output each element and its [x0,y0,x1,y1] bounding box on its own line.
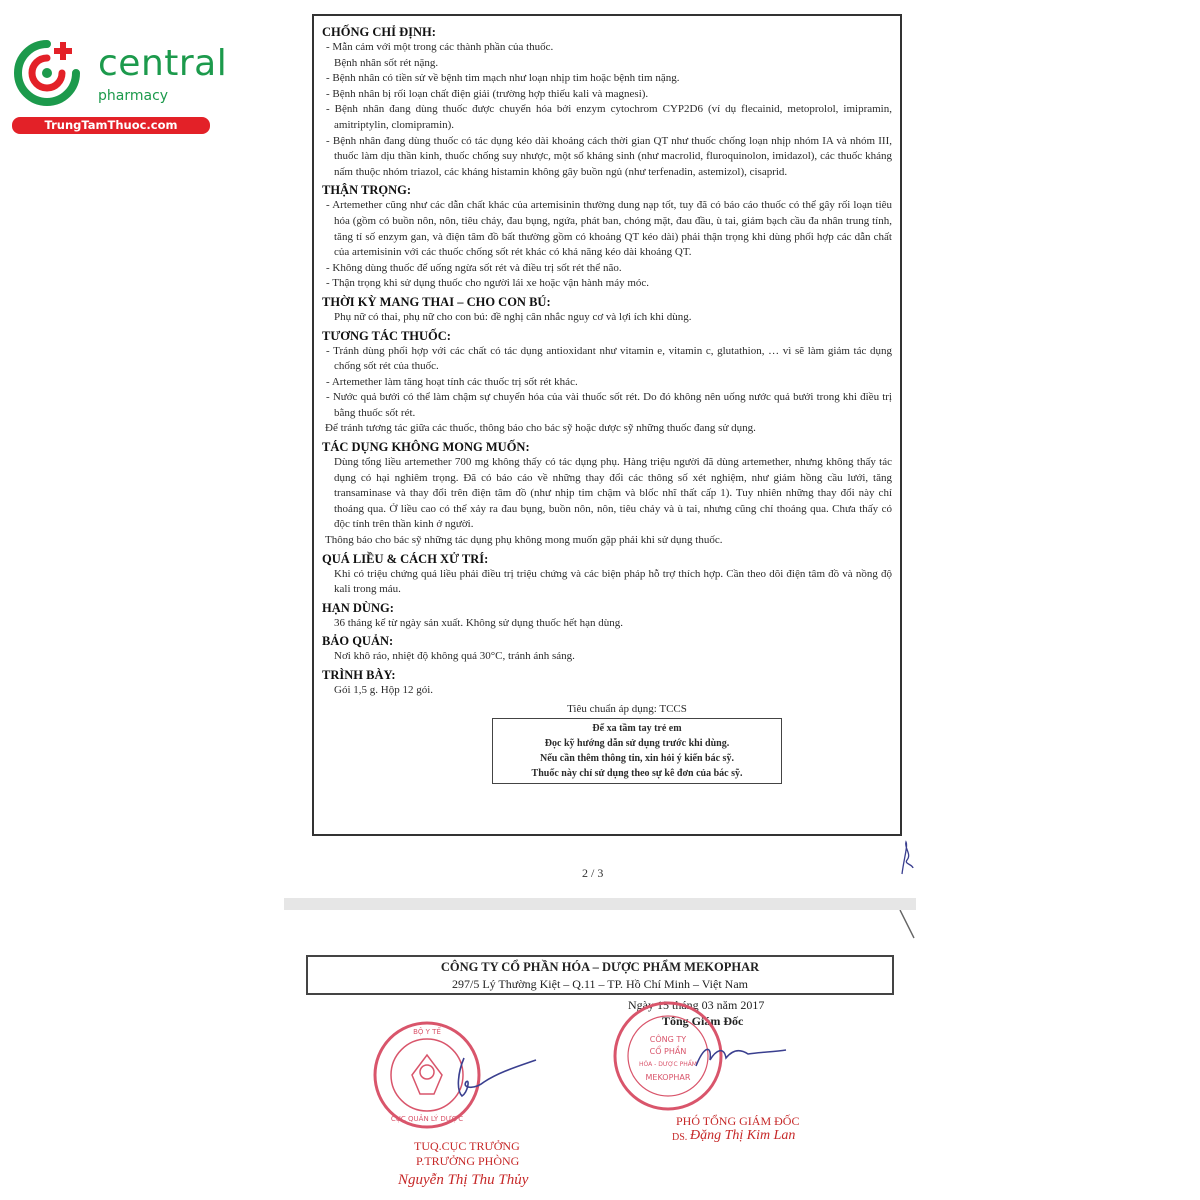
warning-line: Nếu cần thêm thông tin, xin hỏi ý kiến bác sỹ. [540,753,734,765]
section-title: TRÌNH BÀY: [322,668,396,682]
warning-line: Để xa tầm tay trẻ em [592,723,682,735]
section-expiry [322,601,892,632]
section-title: THỜI KỲ MANG THAI – CHO CON BÚ: [322,294,551,309]
company-name: CÔNG TY CỔ PHẦN HÓA – DƯỢC PHẨM MEKOPHAR [440,960,760,974]
applied-standard: Tiêu chuẩn áp dụng: TCCS [567,702,687,715]
section-pregnancy [322,295,892,326]
margin-initial-icon [898,838,918,878]
section-overdose [322,552,892,598]
section-title: TÁC DỤNG KHÔNG MONG MUỐN: [322,440,530,455]
warning-box [492,718,782,784]
list-item: - Nước quả bưởi có thể làm chậm sự chuyển hóa của vài thuốc sốt rét. Do đó không nên uống nước quả bưởi trong khi điều trị bằng thuốc sốt rét. [322,390,892,421]
list-item: - Artemether làm tăng hoạt tính các thuốc trị sốt rét khác. [322,375,892,391]
section-storage [322,634,892,665]
list-item: - Thận trọng khi sử dụng thuốc cho người lái xe hoặc vận hành máy móc. [322,276,892,292]
left-signer-title-1: TUQ.CỤC TRƯỞNG [414,1139,520,1153]
section-presentation [322,668,892,699]
list-item: - Bệnh nhân đang dùng thuốc được chuyển hóa bởi enzym cytochrom CYP2D6 (ví dụ flecainid, metoprolol, imipramin, amitriptylin, clomipramin). [322,102,892,133]
section-text: 36 tháng kể từ ngày sản xuất. Không sử dụng thuốc hết hạn dùng. [334,616,624,629]
right-signer-name: Đặng Thị Kim Lan [690,1128,796,1143]
company-address: 297/5 Lý Thường Kiệt – Q.11 – TP. Hồ Chí Minh – Việt Nam [451,977,749,991]
section-title: HẠN DÙNG: [322,600,394,615]
svg-text:CÔNG TY: CÔNG TY [649,1035,687,1044]
list-item: - Bệnh nhân bị rối loạn chất điện giải (trường hợp thiếu kali và magnesi). [322,87,892,103]
list-item: - Mẫn cảm với một trong các thành phần của thuốc. [322,40,892,56]
svg-text:CỤC QUẢN LÝ DƯỢC: CỤC QUẢN LÝ DƯỢC [390,1115,464,1123]
section-interactions [322,329,892,438]
list-item: - Bệnh nhân có tiền sử về bệnh tim mạch như loạn nhịp tim hoặc bệnh tim nặng. [322,71,892,87]
right-signer-prefix: DS. [672,1132,688,1143]
section-title: TƯƠNG TÁC THUỐC: [322,328,451,343]
warning-line: Thuốc này chỉ sử dụng theo sự kê đơn của bác sỹ. [531,768,743,780]
page-edge-mark-icon [898,908,918,942]
left-signer-title-2: P.TRƯỞNG PHÒNG [416,1154,520,1168]
page-number: 2 / 3 [582,866,604,880]
section-text: Gói 1,5 g. Hộp 12 gói. [334,684,433,696]
section-title: QUÁ LIỀU & CÁCH XỬ TRÍ: [322,551,489,566]
leaflet-page [312,14,902,836]
director-title: Tổng Giám Đốc [662,1014,744,1028]
brand-subtitle: pharmacy [98,88,169,104]
brand-name: central [98,43,228,84]
section-text: Phụ nữ có thai, phụ nữ cho con bú: đề nghị cân nhắc nguy cơ và lợi ích khi dùng. [334,310,692,323]
list-item: - Tránh dùng phối hợp với các chất có tác dụng antioxidant như vitamin e, vitamin c, glutathion, … vì sẽ làm giảm tác dụng chống sốt rét của thuốc. [322,344,892,375]
left-signature-icon [444,1052,544,1102]
section-precautions [322,183,892,292]
list-item: - Không dùng thuốc để uống ngừa sốt rét và điều trị sốt rét thể não. [322,261,892,277]
left-signer-name: Nguyễn Thị Thu Thủy [398,1172,529,1188]
section-text: Nơi khô ráo, nhiệt độ không quá 30°C, tránh ánh sáng. [334,650,575,663]
svg-text:HÓA - DƯỢC PHẨM: HÓA - DƯỢC PHẨM [639,1061,697,1068]
brand-logo[interactable] [12,38,228,138]
list-item: Bệnh nhân sốt rét nặng. [334,56,439,69]
svg-text:CỔ PHẦN: CỔ PHẦN [649,1047,687,1056]
right-signer-title: PHÓ TỔNG GIÁM ĐỐC [676,1114,800,1128]
issue-date: Ngày 15 tháng 03 năm 2017 [628,998,765,1012]
section-note: Để tránh tương tác giữa các thuốc, thông báo cho bác sỹ hoặc dược sỹ những thuốc đang sử dụng. [325,422,756,435]
section-contraindications [322,25,892,180]
section-title: THẬN TRỌNG: [322,183,412,198]
section-text: Dùng tổng liều artemether 700 mg không thấy có tác dụng phụ. Hàng triệu người đã dùng artemether, nhưng không thấy tác dụng có hại nghiêm trọng. Đã có báo cáo về những thay đổi các thông số xét nghiệm, như giảm hồng cầu lưới, tăng transaminase và thay đổi trên điện tâm đồ (như nhịp tim chậm và blốc nhĩ thất cấp 1). Tuy nhiên những thay đổi này chỉ thoáng qua. Ở liều cao có thể xảy ra đau bụng, buồn nôn, nôn, tiêu chảy và ù tai, nhưng cũng chỉ thoáng qua. Chưa thấy có độc tính trên thần kinh ở người. [334,456,892,531]
company-header [306,955,894,995]
page-divider [284,898,916,910]
list-item: - Artemether cũng như các dẫn chất khác của artemisinin thường dung nạp tốt, tuy đã có báo cáo thuốc có thể gây rối loạn tiêu hóa (gồm có buồn nôn, nôn, tiêu chảy, đau bụng, ngứa, phát ban, chóng mặt, đau đầu, ù tai, giảm bạch cầu đa nhân trung tính, tăng tỉ số enzym gan, và điện tâm đồ bất thường gồm có khoảng QT kéo dài) phải thận trọng khi dùng phối hợp các dẫn chất của artemisinin với các thuốc chống sốt rét khác có khả năng kéo dài khoảng QT. [322,198,892,260]
central-pharmacy-logo-icon [12,38,82,108]
brand-website[interactable]: TrungTamThuoc.com [12,117,210,134]
section-note: Thông báo cho bác sỹ những tác dụng phụ không mong muốn gặp phải khi sử dụng thuốc. [325,534,723,547]
section-title: CHỐNG CHỈ ĐỊNH: [322,25,436,39]
section-side-effects [322,440,892,549]
section-title: BẢO QUẢN: [322,634,394,649]
right-signature-icon [690,1036,790,1076]
svg-text:BỘ Y TẾ: BỘ Y TẾ [413,1028,441,1036]
warning-line: Đọc kỹ hướng dẫn sử dụng trước khi dùng. [544,738,730,750]
svg-text:MEKOPHAR: MEKOPHAR [645,1073,691,1082]
list-item: - Bệnh nhân đang dùng thuốc có tác dụng kéo dài khoảng cách thời gian QT như thuốc chống loạn nhịp nhóm IA và nhóm III, thuốc làm dịu thần kinh, thuốc chống suy nhược, một số kháng sinh (như macrolid, fluroquinolon, imidazol), các thuốc kháng nấm thuộc nhóm triazol, các kháng histamin không gây buồn ngủ (như terfenadin, astemizol), cisaprid. [322,134,892,181]
section-text: Khi có triệu chứng quá liều phải điều trị triệu chứng và các biện pháp hỗ trợ thích hợp. Cần theo dõi điện tâm đồ và nồng độ kali trong máu. [334,567,892,596]
